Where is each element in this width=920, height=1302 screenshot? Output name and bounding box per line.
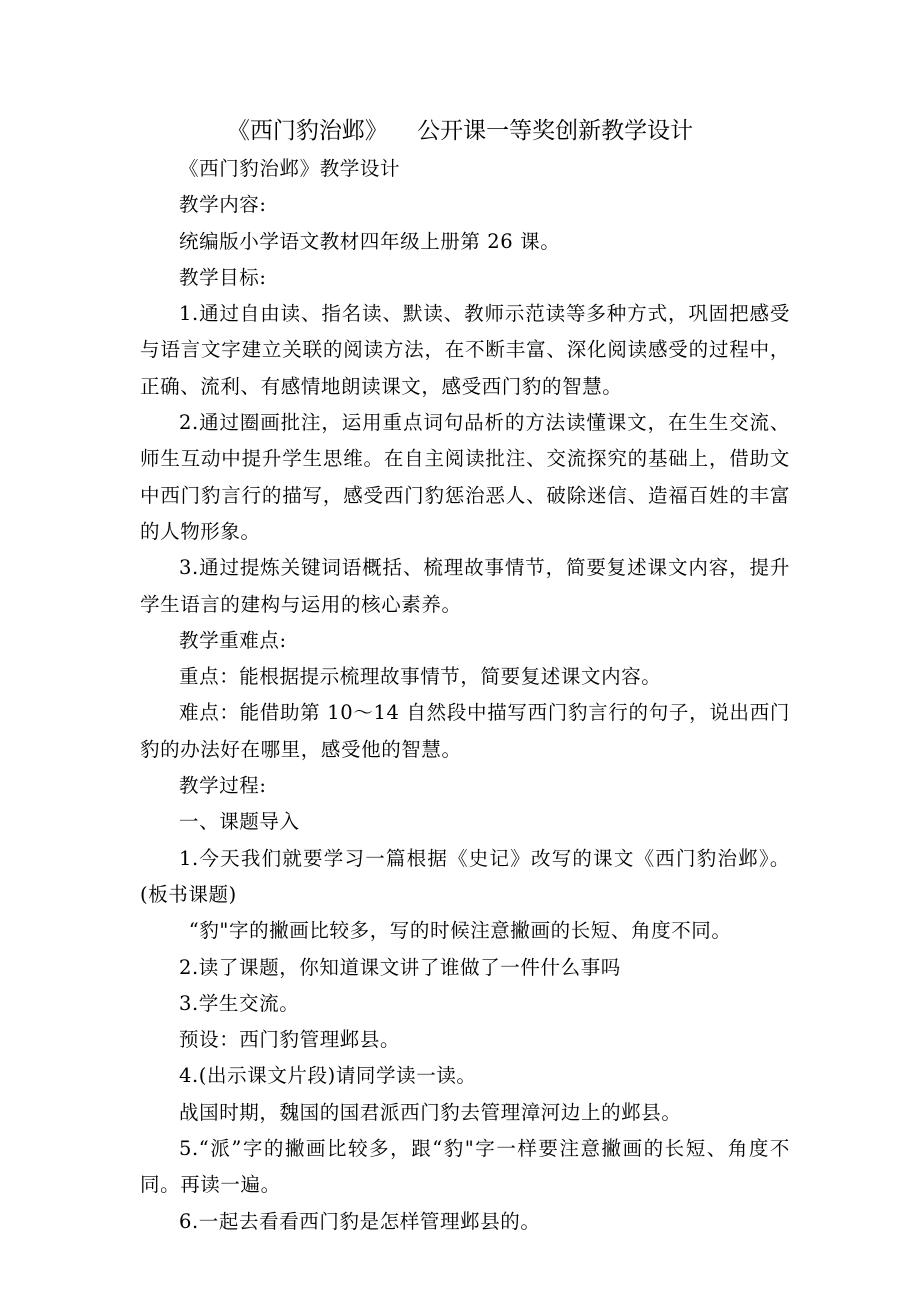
paragraph-heading-key-points: 教学重难点: [179,628,287,652]
paragraph-section-1: 一、课题导入 [179,810,300,834]
paragraph-step-3: 3.学生交流。 [179,991,300,1015]
paragraph: 统编版小学语文教材四年级上册第 26 课。 [179,229,561,253]
paragraph-excerpt: 战国时期，魏国的国君派西门豹去管理漳河边上的邺县。 [179,1100,682,1124]
paragraph-step-4: 4.(出示课文片段)请同学读一读。 [179,1064,477,1088]
paragraph-step-6: 6.一起去看看西门豹是怎样管理邺县的。 [179,1209,541,1233]
paragraph-step-1: 1.今天我们就要学习一篇根据《史记》改写的课文《西门豹治邺》。(板书课题) [140,846,790,906]
paragraph-heading-goals: 教学目标: [179,265,267,289]
paragraph-goal-3: 3.通过提炼关键词语概括、梳理故事情节，简要复述课文内容，提升学生语言的建构与运用的核心素养。 [140,556,790,616]
paragraph-key-point: 重点：能根据提示梳理故事情节，简要复述课文内容。 [179,665,662,689]
paragraph-note-bao: “豹"字的撇画比较多，写的时候注意撇画的长短、角度不同。 [188,919,732,943]
paragraph-difficulty: 难点：能借助第 10～14 自然段中描写西门豹言行的句子，说出西门豹的办法好在哪里，感受他的智慧。 [140,701,790,761]
paragraph-heading-content: 教学内容: [179,193,267,217]
paragraph-step-2: 2.读了课题，你知道课文讲了谁做了一件什么事吗 [179,955,621,979]
paragraph-goal-2: 2.通过圈画批注，运用重点词句品析的方法读懂课文，在生生交流、师生互动中提升学生思维。在自主阅读批注、交流探究的基础上，借助文中西门豹言行的描写，感受西门豹惩治恶人、破除迷信、造福百姓的丰富的人物形象。 [140,411,790,543]
document-title: 《西门豹治邺》 公开课一等奖创新教学设计 [226,118,694,144]
document-body [140,151,790,1240]
paragraph-preset: 预设：西门豹管理邺县。 [179,1028,401,1052]
paragraph-heading-process: 教学过程: [179,774,267,798]
paragraph-step-5: 5.“派”字的撇画比较多，跟“豹"字一样要注意撇画的长短、角度不同。再读一遍。 [140,1137,790,1197]
paragraph-goal-1: 1.通过自由读、指名读、默读、教师示范读等多种方式，巩固把感受与语言文字建立关联的阅读方法，在不断丰富、深化阅读感受的过程中，正确、流利、有感情地朗读课文，感受西门豹的智慧。 [140,302,790,398]
paragraph-subtitle: 《西门豹治邺》教学设计 [179,157,401,180]
